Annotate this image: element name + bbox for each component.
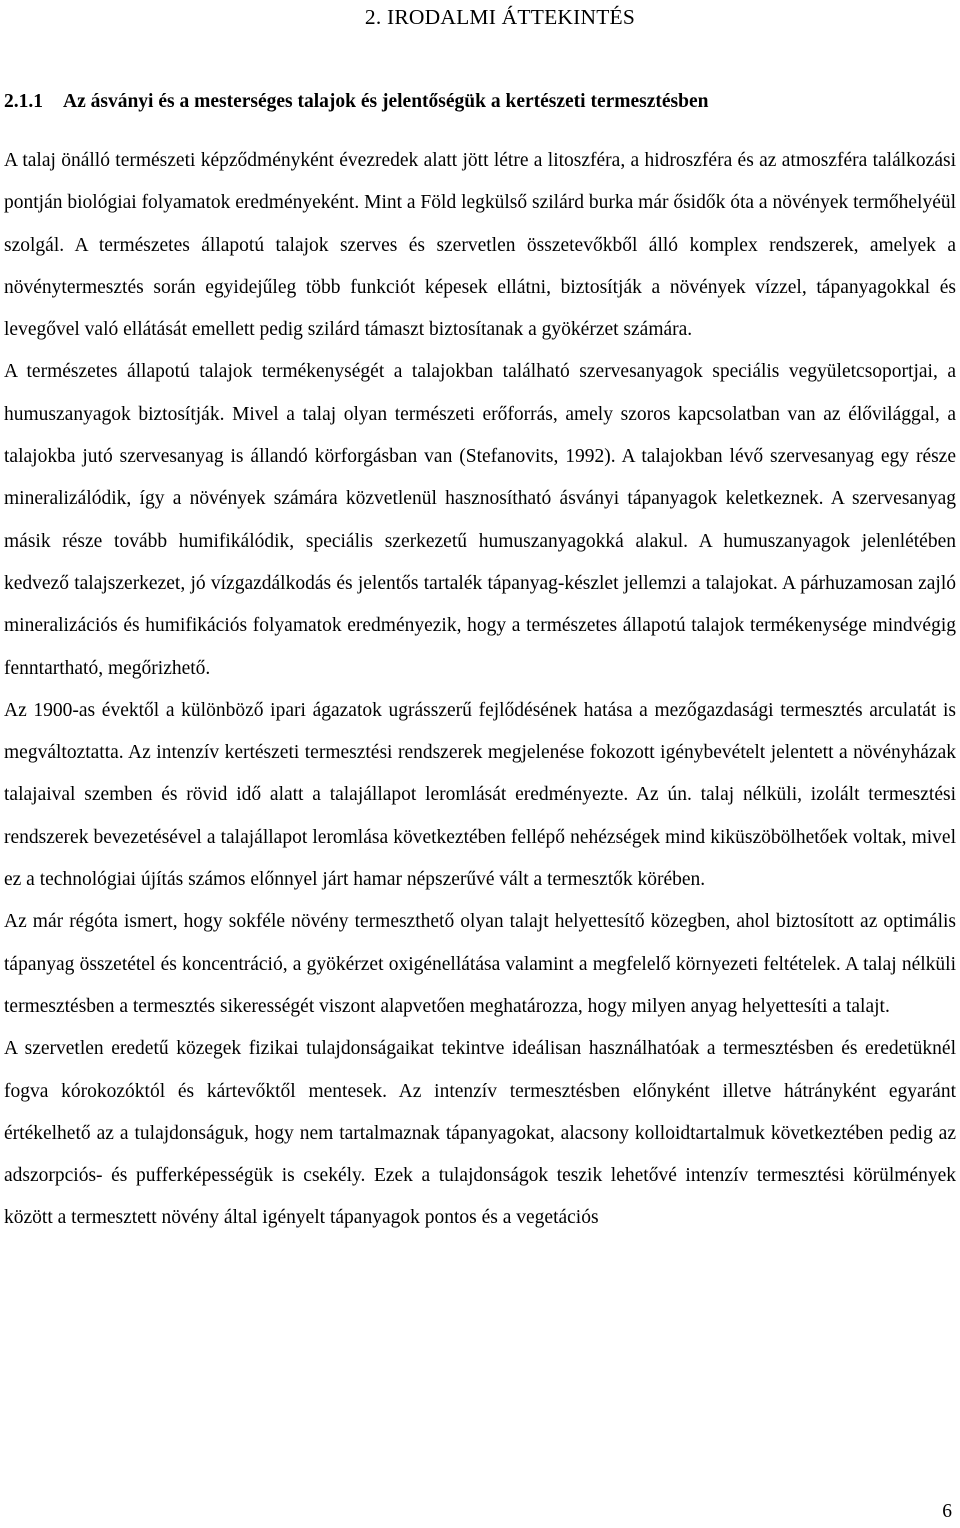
section-title: Az ásványi és a mesterséges talajok és jelentőségük a kertészeti termesztésben	[63, 91, 709, 112]
paragraph-2: A természetes állapotú talajok termékenységét a talajokban található szervesanyagok speciális vegyületcsoportjai, a humuszanyagok biztosítják. Mivel a talaj olyan természeti erőforrás, amely szoros kapcsolatban van az élővilággal, a talajokba jutó szervesanyag is állandó körforgásban van (Stefanovits, 1992). A talajokban lévő szervesanyag egy része mineralizálódik, így a növények számára közvetlenül hasznosítható ásványi tápanyagok keletkeznek. A szervesanyag másik része tovább humifikálódik, speciális szerkezetű humuszanyagokká alakul. A humuszanyagok jelenlétében kedvező talajszerkezet, jó vízgazdálkodás és jelentős tartalék tápanyag-készlet jellemzi a talajokat. A párhuzamosan zajló mineralizációs és humifikációs folyamatok eredményezik, hogy a természetes állapotú talajok termékenysége mindvégig fenntartható, megőrizhető.	[4, 361, 956, 679]
section-heading	[4, 89, 956, 115]
paragraph-1: A talaj önálló természeti képződményként évezredek alatt jött létre a litoszféra, a hidroszféra és az atmoszféra találkozási pontján biológiai folyamatok eredményeként. Mint a Föld legkülső szilárd burka már ősidők óta a növények termőhelyéül szolgál. A természetes állapotú talajok szerves és szervetlen összetevőkből álló komplex rendszerek, amelyek a növénytermesztés során egyidejűleg több funkciót képesek ellátni, biztosítják a növények vízzel, tápanyagokkal és levegővel való ellátását emellett pedig szilárd támaszt biztosítanak a gyökérzet számára.	[4, 150, 957, 341]
paragraph-5: A szervetlen eredetű közegek fizikai tulajdonságaikat tekintve ideálisan használhatóak a termesztésben és eredetüknél fogva kórokozóktól és kártevőktől mentesek. Az intenzív termesztésben előnyként illetve hátrányként egyaránt értékelhető az a tulajdonságuk, hogy nem tartalmaznak tápanyagokat, alacsony kolloidtartalmuk következtében pedig az adszorpciós- és pufferképességük is csekély. Ezek a tulajdonságok teszik lehetővé intenzív termesztési körülmények között a termesztett növény által igényelt tápanyagok pontos és a vegetációs	[4, 1038, 956, 1229]
body-text	[4, 140, 956, 1240]
paragraph-3: Az 1900-as évektől a különböző ipari ágazatok ugrásszerű fejlődésének hatása a mezőgazdasági termesztés arculatát is megváltoztatta. Az intenzív kertészeti termesztési rendszerek megjelenése fokozott igénybevételt jelentett a növényházak talajaival szemben és rövid idő alatt a talajállapot leromlását eredményezte. Az ún. talaj nélküli, izolált termesztési rendszerek bevezetésével a talajállapot leromlása következtében fellépő nehézségek mind kiküszöbölhetőek voltak, mivel ez a technológiai újítás számos előnnyel járt hamar népszerűvé vált a termesztők körében.	[4, 699, 956, 891]
paragraph-4: Az már régóta ismert, hogy sokféle növény termeszthető olyan talajt helyettesítő közegben, ahol biztosított az optimális tápanyag összetétel és koncentráció, a gyökérzet oxigénellátása valamint a megfelelő környezeti feltételek. A talaj nélküli termesztésben a termesztés sikerességét viszont alapvetően meghatározza, hogy milyen anyag helyettesíti a talajt.	[4, 911, 956, 1017]
page-number: 6	[942, 1501, 952, 1522]
section-number: 2.1.1	[4, 91, 43, 112]
chapter-title: 2. IRODALMI ÁTTEKINTÉS	[364, 5, 636, 29]
